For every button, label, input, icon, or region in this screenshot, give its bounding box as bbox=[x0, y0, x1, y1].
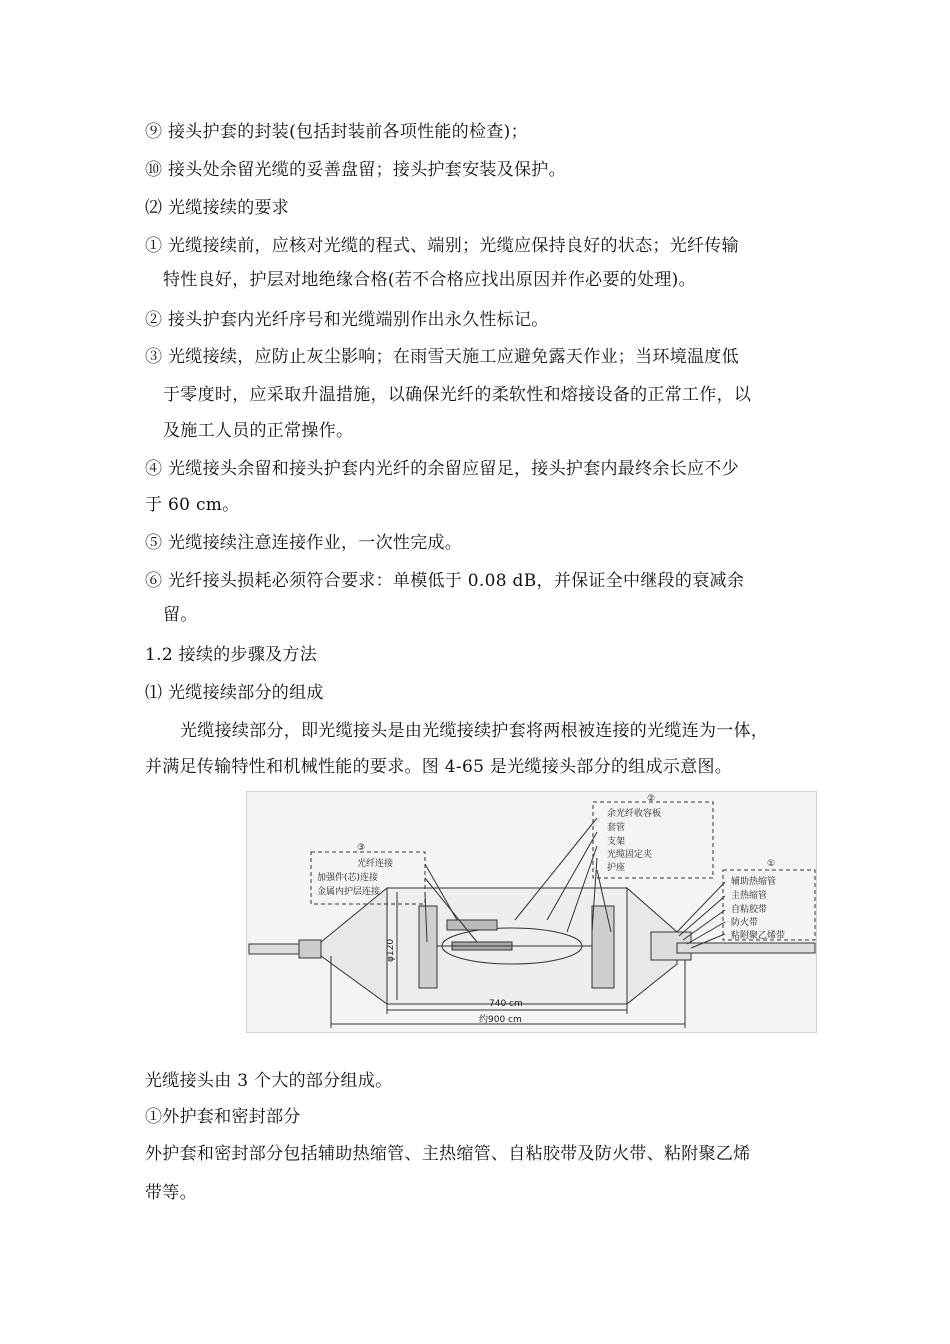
group3-label: 加强件(芯)连接 bbox=[317, 873, 379, 883]
group2-marker: ② bbox=[647, 794, 656, 804]
paragraph-line: 光缆接续部分，即光缆接头是由光缆接续护套将两根被连接的光缆连为一体， bbox=[180, 721, 769, 741]
group3-marker: ③ bbox=[357, 843, 366, 853]
text-line: 留。 bbox=[163, 605, 198, 625]
left-cable-clamp bbox=[299, 940, 321, 958]
left-cable bbox=[249, 944, 301, 954]
text-line: ⑩ 接头处余留光缆的妥善盘留；接头护套安装及保护。 bbox=[145, 160, 566, 180]
diameter-label: φ120 bbox=[386, 938, 396, 962]
leader-line bbox=[677, 882, 725, 932]
subsection-heading: ⑴ 光缆接续部分的组成 bbox=[145, 683, 324, 703]
text-line: ⑥ 光纤接头损耗必须符合要求：单模低于 0.08 dB，并保证全中继段的衰减余 bbox=[145, 571, 745, 591]
group2-label: 余光纤收容板 bbox=[607, 809, 662, 819]
group3-label: 金属内护层连接 bbox=[317, 887, 381, 897]
right-inner-plate bbox=[592, 906, 614, 988]
cable-joint-svg bbox=[247, 792, 816, 1032]
group2-label: 护座 bbox=[607, 863, 626, 873]
group2-label: 光缆固定夹 bbox=[607, 850, 653, 860]
text-line: ⑵ 光缆接续的要求 bbox=[145, 198, 290, 218]
group1-marker: ① bbox=[767, 859, 776, 869]
section-heading: 1.2 接续的步骤及方法 bbox=[145, 645, 318, 665]
left-inner-plate bbox=[419, 906, 437, 988]
paragraph-line: 并满足传输特性和机械性能的要求。图 4-65 是光缆接头部分的组成示意图。 bbox=[145, 757, 733, 777]
text-line: ③ 光缆接续，应防止灰尘影响；在雨雪天施工应避免露天作业；当环境温度低 bbox=[145, 347, 739, 367]
text-line: ② 接头护套内光纤序号和光缆端别作出永久性标记。 bbox=[145, 310, 549, 330]
text-line: ① 光缆接续前，应核对光缆的程式、端别；光缆应保持良好的状态；光纤传输 bbox=[145, 236, 739, 256]
text-line: ④ 光缆接头余留和接头护套内光纤的余留应留足，接头护套内最终余长应不少 bbox=[145, 459, 739, 479]
group1-label: 防火带 bbox=[731, 918, 759, 928]
leader-line bbox=[679, 896, 725, 936]
group2-label: 套管 bbox=[607, 823, 626, 833]
right-cable bbox=[677, 943, 815, 953]
group1-label: 粘附聚乙烯带 bbox=[731, 931, 786, 941]
group1-label: 主热缩管 bbox=[731, 891, 768, 901]
text-line: 于 60 cm。 bbox=[145, 495, 240, 515]
text-line: 带等。 bbox=[145, 1183, 197, 1203]
text-line: ①外护套和密封部分 bbox=[145, 1107, 301, 1127]
text-line: 外护套和密封部分包括辅助热缩管、主热缩管、自粘胶带及防火带、粘附聚乙烯 bbox=[145, 1144, 751, 1164]
group1-label: 辅助热缩管 bbox=[731, 877, 777, 887]
text-line: 光缆接头由 3 个大的部分组成。 bbox=[145, 1071, 393, 1091]
dim-outer-label: 约900 cm bbox=[479, 1015, 522, 1025]
group1-label: 自粘胶带 bbox=[731, 905, 768, 915]
text-line: ⑨ 接头护套的封装(包括封装前各项性能的检查)； bbox=[145, 122, 528, 142]
group2-label: 支架 bbox=[607, 837, 626, 847]
text-line: 及施工人员的正常操作。 bbox=[163, 421, 354, 441]
text-line: ⑤ 光缆接续注意连接作业，一次性完成。 bbox=[145, 533, 463, 553]
sleeve-tube bbox=[447, 920, 497, 930]
dim-inner-label: 740 cm bbox=[489, 999, 523, 1009]
text-line: 特性良好，护层对地绝缘合格(若不合格应找出原因并作必要的处理)。 bbox=[163, 270, 696, 290]
cable-joint-diagram bbox=[246, 791, 817, 1033]
group3-label: 光纤连接 bbox=[357, 859, 394, 869]
text-line: 于零度时，应采取升温措施，以确保光纤的柔软性和熔接设备的正常工作，以 bbox=[163, 385, 752, 405]
